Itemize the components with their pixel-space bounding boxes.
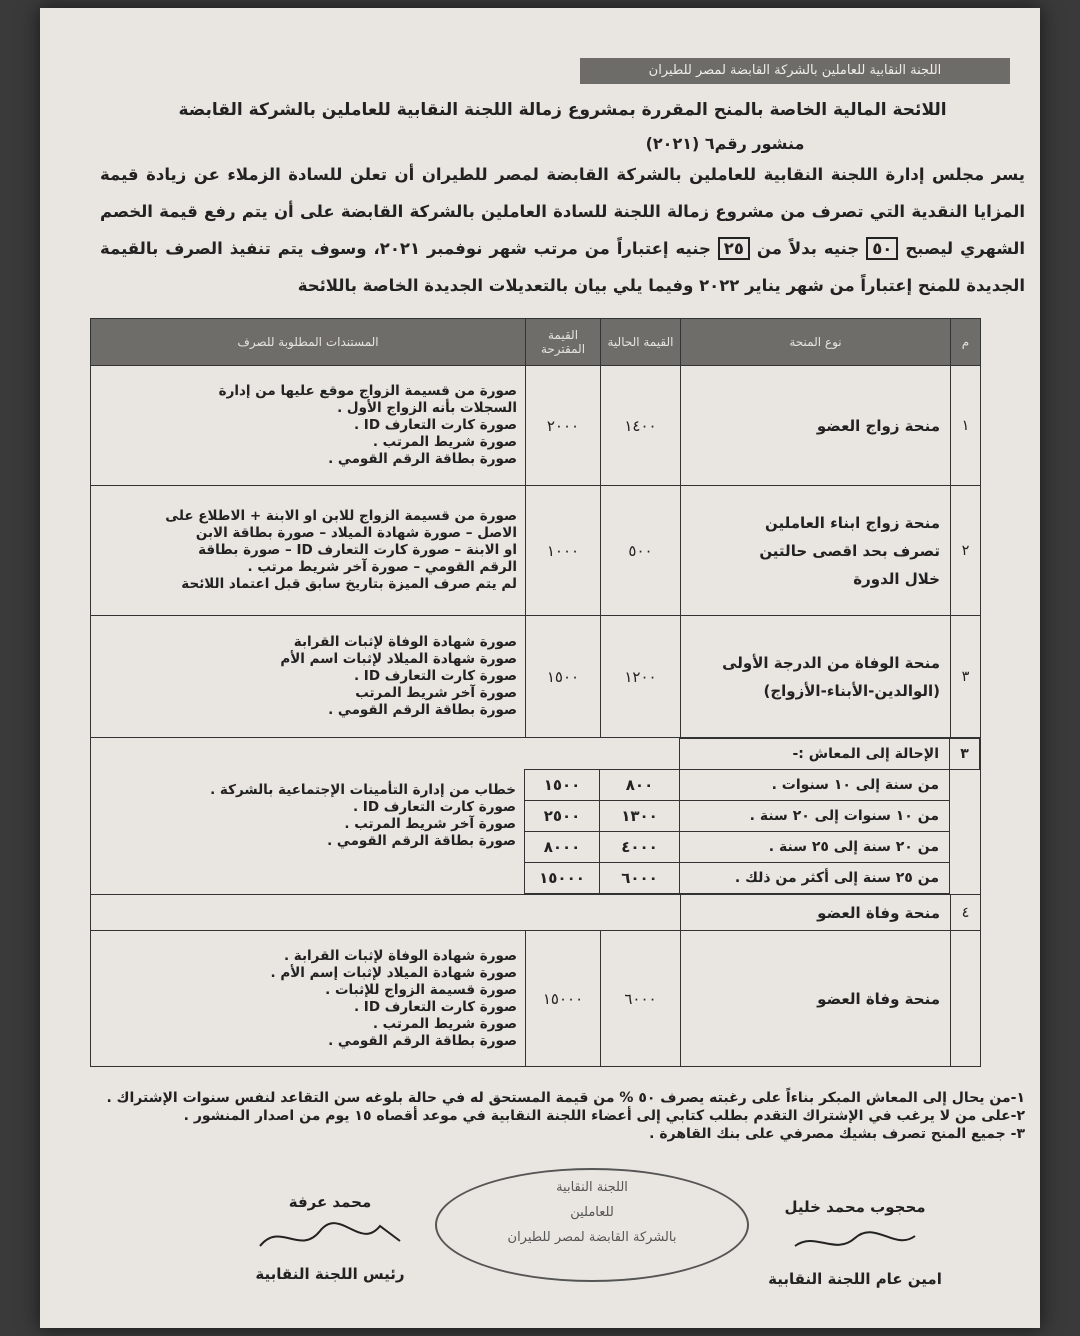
proposed-value: ١٠٠٠ [526,486,601,616]
intro-paragraph [100,156,1025,304]
row-number: ٢ [951,486,981,616]
current-value: ٦٠٠٠ [601,931,681,1067]
table-row [91,366,981,486]
doc-line: صورة آخر شريط المرتب [355,685,517,701]
tier-label: من سنة إلى ١٠ سنوات . [680,770,950,801]
doc-line: صورة كارت التعارف ID . [353,417,517,433]
signer-title: رئيس اللجنة النقابية [255,1265,405,1283]
doc-line: صورة كارت التعارف ID . [352,799,516,815]
header-type: نوع المنحة [681,319,951,366]
grant-type [681,366,951,486]
handwritten-signature-icon [775,1216,935,1266]
grant-type-line: منحة زواج ابناء العاملين [765,513,940,532]
grants-table [90,318,981,1067]
grant-type-line: (الوالدين-الأبناء-الأزواج) [763,681,940,700]
document-page [40,8,1040,1328]
handwritten-signature-icon [250,1211,410,1261]
member-death-header-row [91,895,981,931]
doc-line: صورة قسيمة الزواج للإثبات . [325,981,517,998]
proposed-value: ١٥٠٠ [526,616,601,738]
old-deduction-value: ٢٥ [718,237,750,260]
tier-label: من ٢٠ سنة إلى ٢٥ سنة . [680,832,950,863]
tier-proposed: ١٥٠٠ [525,770,600,801]
stamp-line: اللجنة النقابية [556,1180,628,1195]
required-docs [91,486,526,616]
table-row [91,486,981,616]
note-item: ٣- جميع المنح تصرف بشيك مصرفي على بنك القاهرة . [649,1126,1025,1142]
table-header-row [91,319,981,366]
tier-current: ٨٠٠ [600,770,680,801]
doc-line: صورة شهادة الميلاد لإثبات اسم الأم [280,651,517,667]
tier-proposed: ٢٥٠٠ [525,801,600,832]
retirement-block [91,738,981,895]
retirement-docs [90,739,525,894]
doc-line: صورة شهادة الوفاة لإثبات القرابة [293,634,517,650]
doc-line: صورة كارت التعارف ID . [353,998,517,1015]
doc-line: صورة من قسيمة الزواج للابن او الابنة + الاطلاع على [165,508,517,524]
table-row [91,931,981,1067]
row-number: ٣ [951,616,981,738]
row-number: ٤ [951,895,981,931]
tier-label: من ٢٥ سنة إلى أكثر من ذلك . [680,863,950,894]
tier-proposed: ٨٠٠٠ [525,832,600,863]
tier-current: ٦٠٠٠ [600,863,680,894]
new-deduction-value: ٥٠ [866,237,898,260]
intro-part3: جنيه إعتباراً من مرتب شهر نوفمبر ٢٠٢١، وسوف يتم تنفيذ الصرف بالقيمة الجديدة للمنح إعتباراً من شهر يناير ٢٠٢٢ وفيما يلي بيان بالتعديلات الجديدة الخاصة باللائحة [100,239,1025,295]
member-death-section-title: منحة وفاة العضو [681,895,951,931]
retirement-title-row [90,739,980,770]
letterhead-banner: اللجنة النقابية للعاملين بالشركة القابضة لمصر للطيران [580,58,1010,84]
intro-part1: يسر مجلس إدارة اللجنة النقابية للعاملين بالشركة القابضة لمصر للطيران أن تعلن للسادة الزملاء عن زيادة قيمة المزايا النقدية التي تصرف من مشروع زمالة اللجنة للسادة العاملين بالشركة القابضة على أن يتم رفع قيمة الخصم الشهري ليصبح [100,165,1025,258]
doc-line: صورة شريط المرتب . [372,1015,517,1032]
circular-number: منشور رقم٦ (٢٠٢١) [645,134,805,153]
signer-title: امين عام اللجنة النقابية [768,1270,942,1288]
stamp-line: بالشركة القابضة لمصر للطيران [507,1230,677,1245]
grant-type [681,486,951,616]
current-value: ١٤٠٠ [601,366,681,486]
union-stamp [435,1168,749,1282]
tier-current: ٤٠٠٠ [600,832,680,863]
row-number: ٣ [950,739,980,770]
signer-name: محمد عرفة [288,1193,372,1211]
tier-label: من ١٠ سنوات إلى ٢٠ سنة . [680,801,950,832]
header-no: م [951,319,981,366]
proposed-value: ٢٠٠٠ [526,366,601,486]
doc-line: الاصل – صورة شهادة الميلاد – صورة بطاقة الابن [195,525,517,541]
intro-part2: جنيه بدلاً من [756,239,860,258]
grant-type-line: منحة زواج العضو [816,416,940,435]
doc-line: خطاب من إدارة التأمينات الإجتماعية بالشركة . [210,782,516,798]
required-docs [91,366,526,486]
doc-line: السجلات بأنه الزواج الأول . [337,400,517,416]
doc-line: صورة بطاقة الرقم القومي . [328,451,517,467]
table-row [91,616,981,738]
doc-line: صورة آخر شريط المرتب . [344,816,516,832]
tier-proposed: ١٥٠٠٠ [525,863,600,894]
doc-line: صورة شهادة الوفاة لإثبات القرابة . [283,947,517,964]
retirement-subtable [90,738,981,894]
note-item: ١-من يحال إلى المعاش المبكر بناءاً على رغبته يصرف ٥٠ % من قيمة المستحق له في حالة بلوغه سن التقاعد لنفس سنوات الإشتراك . [106,1090,1025,1106]
doc-line: او الابنة – صورة كارت التعارف ID – صورة بطاقة [198,542,517,558]
signature-left [230,1193,430,1283]
tier-current: ١٣٠٠ [600,801,680,832]
retirement-row [91,738,981,895]
signature-right [740,1198,970,1288]
doc-line: صورة من قسيمة الزواج موقع عليها من إدارة [218,383,517,399]
stamp-line: للعاملين [570,1205,614,1220]
doc-line: صورة شريط المرتب . [372,434,517,450]
header-docs: المستندات المطلوبة للصرف [91,319,526,366]
doc-line: صورة بطاقة الرقم القومي . [328,1032,517,1049]
doc-line: صورة بطاقة الرقم القومي . [327,833,516,849]
grant-type: منحة وفاة العضو [681,931,951,1067]
doc-line: صورة شهادة الميلاد لإثبات إسم الأم . [270,964,517,981]
grant-type-line: خلال الدورة [853,569,940,588]
doc-line: الرقم القومي – صورة آخر شريط مرتب . [247,559,517,575]
grant-type-line: تصرف بحد اقصى حالتين [759,541,940,560]
signer-name: محجوب محمد خليل [784,1198,926,1216]
grant-type-line: منحة الوفاة من الدرجة الأولى [722,653,940,672]
row-number: ١ [951,366,981,486]
document-title: اللائحة المالية الخاصة بالمنح المقررة بمشروع زمالة اللجنة النقابية للعاملين بالشركة القابضة [178,100,947,120]
notes-list [100,1090,1025,1144]
header-current: القيمة الحالية [601,319,681,366]
current-value: ٥٠٠ [601,486,681,616]
note-item: ٢-على من لا يرغب في الإشتراك التقدم بطلب كتابي إلى أعضاء اللجنة النقابية في موعد أقصاه ١٥ يوم من اصدار المنشور . [183,1108,1025,1124]
current-value: ١٢٠٠ [601,616,681,738]
doc-line: صورة بطاقة الرقم القومي . [328,702,517,718]
header-proposed: القيمة المقترحة [526,319,601,366]
required-docs [91,616,526,738]
doc-line: لم يتم صرف الميزة بتاريخ سابق قبل اعتماد اللائحة [181,576,517,592]
required-docs [91,931,526,1067]
grant-type [681,616,951,738]
retirement-title: الإحالة إلى المعاش :- [680,739,950,770]
proposed-value: ١٥٠٠٠ [526,931,601,1067]
doc-line: صورة كارت التعارف ID . [353,668,517,684]
